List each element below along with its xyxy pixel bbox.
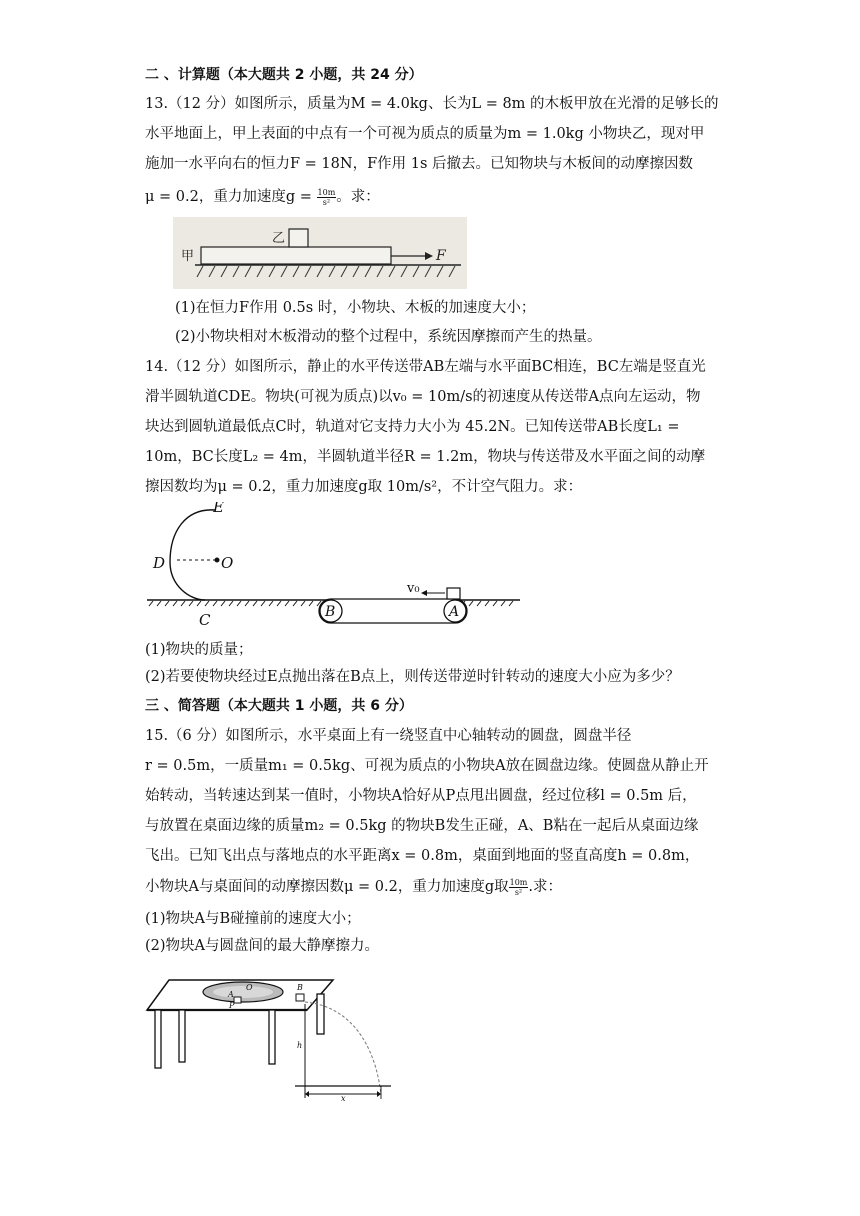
label-b: B (297, 983, 303, 992)
q13-text-segment: μ = 0.2，重力加速度g = (145, 189, 317, 205)
disc-inner (213, 986, 273, 998)
q13-text-line: 水平地面上，甲上表面的中点有一个可视为质点的质量为m = 1.0kg 小物块乙，现对甲 (145, 126, 705, 142)
semicircle-track (170, 510, 215, 600)
center-point (215, 558, 220, 563)
q14-text-line: 擦因数均为μ = 0.2，重力加速度g取 10m/s²，不计空气阻力。求： (145, 479, 583, 495)
label-x: x (341, 1094, 346, 1103)
distance-arrow-left (305, 1091, 309, 1097)
label-c: C (199, 611, 211, 629)
label-o: O (246, 983, 253, 992)
label-b: B (325, 604, 336, 620)
q13-subquestion: (2)小物块相对木板滑动的整个过程中，系统因摩擦而产生的热量。 (175, 329, 602, 345)
label-a: A (228, 990, 234, 999)
label-a: A (449, 604, 460, 620)
wooden-board-jia (201, 247, 391, 264)
q14-text-line: 10m，BC长度L₂ = 4m，半圆轨道半径R = 1.2m，物块与传送带及水平面之间的动摩 (145, 449, 706, 465)
q15-subquestion: (2)物块A与圆盘间的最大静摩擦力。 (145, 938, 380, 954)
label-v0: v₀ (407, 581, 420, 596)
label-p: P (229, 1001, 235, 1010)
q13-subquestion: (1)在恒力F作用 0.5s 时，小物块、木板的加速度大小； (175, 300, 536, 316)
q13-figure (173, 217, 467, 289)
table-leg (179, 1010, 185, 1062)
q15-text-line: 飞出。已知飞出点与落地点的水平距离x = 0.8m，桌面到地面的竖直高度h = 0.8m， (145, 848, 700, 864)
label-yi: 乙 (272, 231, 286, 246)
q15-text-line: 与放置在桌面边缘的质量m₂ = 0.5kg 的物块B发生正碰，A、B粘在一起后从桌面边缘 (145, 818, 699, 834)
q15-text-segment: 小物块A与桌面间的动摩擦因数μ = 0.2，重力加速度g取 (145, 879, 509, 895)
q15-text-line: 始转动，当转速达到某一值时，小物块A恰好从P点甩出圆盘，经过位移l = 0.5m 后， (145, 788, 697, 804)
label-o: O (221, 554, 234, 572)
block-a (234, 997, 241, 1003)
q13-text-line: 施加一水平向右的恒力F = 18N，F作用 1s 后撤去。已知物块与木板间的动摩擦因数 (145, 156, 694, 172)
q14-text-line: 滑半圆轨道CDE。物块(可视为质点)以v₀ = 10m/s的初速度从传送带A点向左运动，物 (145, 389, 701, 405)
q14-text-line: 14.（12 分）如图所示，静止的水平传送带AB左端与水平面BC相连，BC左端是竖直光 (145, 359, 706, 375)
q15-text-line: r = 0.5m，一质量m₁ = 0.5kg、可视为质点的小物块A放在圆盘边缘。使圆盘从静止开 (145, 758, 709, 774)
table-leg (269, 1010, 275, 1064)
q15-text-segment: .求： (528, 879, 562, 895)
q15-figure (145, 974, 395, 1104)
table-leg (317, 994, 324, 1034)
label-force: F (436, 248, 446, 264)
gravity-fraction (317, 188, 337, 207)
q14-text-line: 块达到圆轨道最低点C时，轨道对它支持力大小为 45.2N。已知传送带AB长度L₁ = (145, 419, 680, 435)
q14-subquestion: (2)若要使物块经过E点抛出落在B点上，则传送带逆时针转动的速度大小应为多少？ (145, 669, 680, 685)
gravity-fraction (509, 878, 529, 897)
fraction-numerator: 10m (317, 187, 336, 197)
block-b (296, 994, 304, 1001)
label-d: D (153, 554, 166, 572)
table-leg (155, 1010, 161, 1068)
fraction-denominator: s² (514, 887, 523, 897)
label-h: h (297, 1041, 303, 1050)
velocity-arrow-head (421, 590, 427, 596)
q15-text-line: 15.（6 分）如图所示，水平桌面上有一绕竖直中心轴转动的圆盘，圆盘半径 (145, 728, 632, 744)
small-block-yi (289, 229, 308, 247)
fraction-numerator: 10m (509, 877, 528, 887)
q14-figure (145, 502, 525, 630)
q13-text-line (145, 187, 380, 207)
q15-text-line (145, 877, 562, 897)
label-jia: 甲 (181, 249, 195, 264)
fraction-denominator: s² (322, 197, 331, 207)
block-on-belt (447, 588, 460, 599)
section-heading: 三 、简答题（本大题共 1 小题，共 6 分） (145, 698, 413, 714)
section-heading: 二 、计算题（本大题共 2 小题，共 24 分） (145, 67, 423, 83)
q14-subquestion: (1)物块的质量； (145, 642, 253, 658)
q13-text-segment: 。求： (336, 189, 380, 205)
q13-text-line: 13.（12 分）如图所示，质量为M = 4.0kg、长为L = 8m 的木板甲放在光滑的足够长的 (145, 96, 719, 112)
q15-subquestion: (1)物块A与B碰撞前的速度大小； (145, 911, 361, 927)
label-e: E (213, 502, 224, 516)
